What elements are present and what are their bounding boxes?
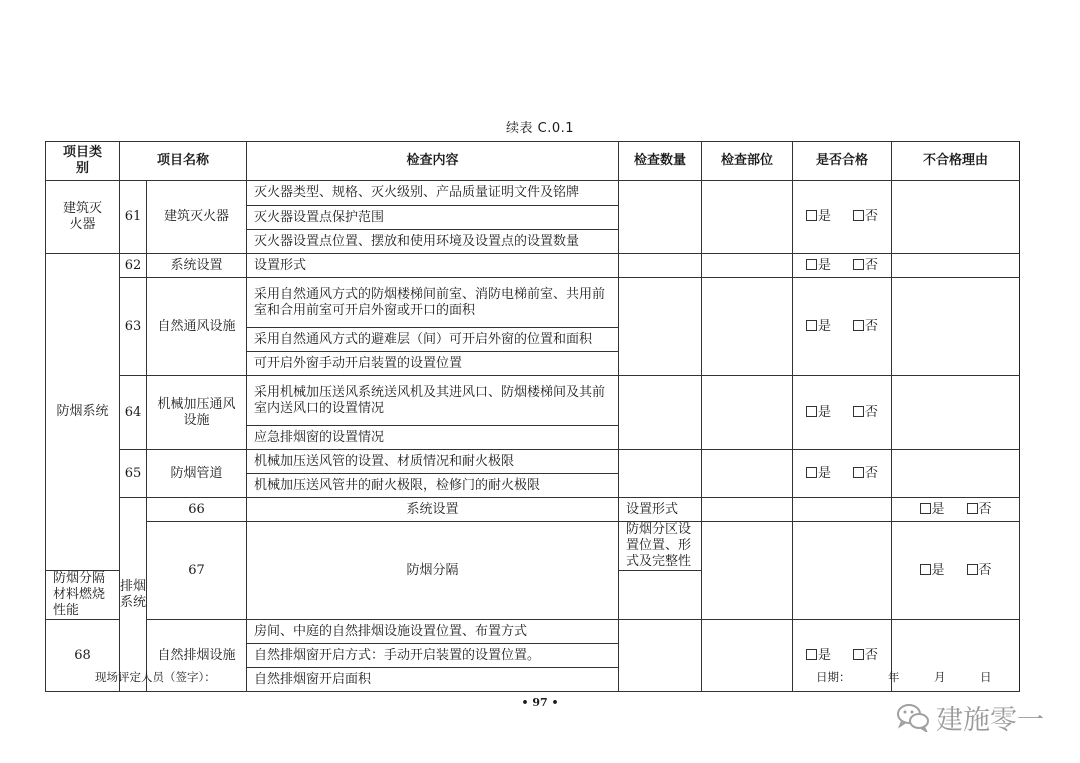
yes-checkbox[interactable] bbox=[806, 467, 817, 478]
header-category: 项目类别 bbox=[46, 142, 120, 181]
quantity-cell[interactable] bbox=[619, 278, 702, 376]
header-quantity: 检查数量 bbox=[619, 142, 702, 181]
yes-label: 是 bbox=[818, 465, 832, 481]
yes-label: 是 bbox=[818, 404, 832, 420]
item-name: 防烟管道 bbox=[147, 450, 247, 498]
check-content: 设置形式 bbox=[247, 254, 619, 278]
item-name: 自然通风设施 bbox=[147, 278, 247, 376]
check-content: 灭火器设置点保护范围 bbox=[247, 206, 619, 230]
check-content: 房间、中庭的自然排烟设施设置位置、布置方式 bbox=[247, 620, 619, 644]
no-label: 否 bbox=[865, 209, 879, 224]
quantity-cell[interactable] bbox=[619, 376, 702, 450]
no-label: 否 bbox=[865, 257, 879, 273]
reason-cell[interactable] bbox=[892, 278, 1020, 376]
header-content: 检查内容 bbox=[247, 142, 619, 181]
location-cell[interactable] bbox=[702, 620, 793, 692]
date-label: 日期： bbox=[816, 670, 851, 684]
category-cell: 建筑灭火器 bbox=[46, 181, 120, 254]
watermark-text: 建施零一 bbox=[936, 704, 1044, 736]
header-reason: 不合格理由 bbox=[892, 142, 1020, 181]
table-row bbox=[46, 620, 1020, 644]
item-number: 65 bbox=[120, 450, 147, 498]
watermark bbox=[896, 697, 1044, 737]
check-content: 自然排烟窗开启方式：手动开启装置的设置位置。 bbox=[247, 644, 619, 668]
header-item-name: 项目名称 bbox=[120, 142, 247, 181]
yes-checkbox[interactable] bbox=[806, 649, 817, 660]
quantity-cell[interactable] bbox=[702, 522, 793, 620]
location-cell[interactable] bbox=[702, 254, 793, 278]
table-row bbox=[46, 254, 1020, 278]
location-cell[interactable] bbox=[702, 181, 793, 254]
no-checkbox[interactable] bbox=[853, 406, 864, 417]
table-row bbox=[46, 522, 1020, 571]
item-name: 建筑灭火器 bbox=[147, 181, 247, 254]
yes-checkbox[interactable] bbox=[920, 503, 931, 514]
reason-cell[interactable] bbox=[892, 450, 1020, 498]
table-row bbox=[46, 376, 1020, 426]
no-label: 否 bbox=[978, 501, 992, 517]
qualified-options bbox=[892, 498, 1020, 522]
location-cell[interactable] bbox=[702, 450, 793, 498]
quantity-cell[interactable] bbox=[702, 498, 793, 522]
no-checkbox[interactable] bbox=[853, 320, 864, 331]
qualified-options bbox=[793, 278, 892, 376]
table-row bbox=[46, 181, 1020, 206]
date-line bbox=[816, 669, 992, 685]
no-label: 否 bbox=[865, 647, 879, 663]
qualified-options bbox=[793, 181, 892, 254]
yes-label: 是 bbox=[931, 501, 945, 517]
check-content: 可开启外窗手动开启装置的设置位置 bbox=[247, 352, 619, 376]
no-label: 否 bbox=[978, 562, 992, 578]
item-name: 防烟分隔 bbox=[247, 522, 619, 620]
check-content: 灭火器设置点位置、摆放和使用环境及设置点的设置数量 bbox=[247, 230, 619, 254]
location-cell[interactable] bbox=[702, 376, 793, 450]
check-content: 设置形式 bbox=[619, 498, 702, 522]
category-cell: 防烟系统 bbox=[46, 254, 120, 571]
no-checkbox[interactable] bbox=[853, 259, 864, 270]
no-checkbox[interactable] bbox=[853, 649, 864, 660]
check-content: 机械加压送风管井的耐火极限，检修门的耐火极限 bbox=[247, 474, 619, 498]
no-checkbox[interactable] bbox=[853, 467, 864, 478]
inspection-table bbox=[45, 141, 1020, 692]
yes-label: 是 bbox=[818, 209, 832, 224]
qualified-options bbox=[892, 522, 1020, 620]
qualified-options bbox=[793, 450, 892, 498]
item-name: 系统设置 bbox=[147, 254, 247, 278]
item-name: 机械加压通风设施 bbox=[147, 376, 247, 450]
check-content: 机械加压送风管的设置、材质情况和耐火极限 bbox=[247, 450, 619, 474]
no-checkbox[interactable] bbox=[853, 210, 864, 221]
qualified-options bbox=[793, 254, 892, 278]
category-cell: 排烟系统 bbox=[120, 498, 147, 692]
check-content: 防烟分隔材料燃烧性能 bbox=[46, 571, 120, 620]
yes-label: 是 bbox=[931, 562, 945, 578]
item-name: 系统设置 bbox=[247, 498, 619, 522]
check-content: 采用自然通风方式的避难层（间）可开启外窗的位置和面积 bbox=[247, 328, 619, 352]
yes-label: 是 bbox=[818, 257, 832, 273]
table-row bbox=[46, 450, 1020, 474]
day-label: 日 bbox=[980, 670, 992, 684]
location-cell[interactable] bbox=[793, 522, 892, 620]
table-row bbox=[46, 278, 1020, 328]
yes-checkbox[interactable] bbox=[806, 320, 817, 331]
page-number: • 97 • bbox=[521, 696, 559, 709]
no-label: 否 bbox=[865, 465, 879, 481]
quantity-cell[interactable] bbox=[619, 450, 702, 498]
check-content: 灭火器类型、规格、灭火级别、产品质量证明文件及铭牌 bbox=[247, 181, 619, 206]
reason-cell[interactable] bbox=[892, 181, 1020, 254]
quantity-cell[interactable] bbox=[619, 181, 702, 254]
reason-cell[interactable] bbox=[892, 376, 1020, 450]
yes-checkbox[interactable] bbox=[920, 564, 931, 575]
item-name: 自然排烟设施 bbox=[147, 620, 247, 692]
table-caption: 续表 C.0.1 bbox=[505, 121, 575, 136]
yes-label: 是 bbox=[818, 318, 832, 334]
no-checkbox[interactable] bbox=[967, 564, 978, 575]
check-content: 自然排烟窗开启面积 bbox=[247, 668, 619, 692]
location-cell[interactable] bbox=[702, 278, 793, 376]
no-label: 否 bbox=[865, 318, 879, 334]
item-number: 67 bbox=[147, 522, 247, 620]
item-number: 66 bbox=[147, 498, 247, 522]
table-row bbox=[46, 498, 1020, 522]
evaluator-signature-label: 现场评定人员（签字）： bbox=[95, 670, 216, 684]
check-content: 采用机械加压送风系统送风机及其进风口、防烟楼梯间及其前室内送风口的设置情况 bbox=[247, 376, 619, 426]
no-label: 否 bbox=[865, 404, 879, 420]
month-label: 月 bbox=[934, 670, 946, 684]
reason-cell[interactable] bbox=[892, 254, 1020, 278]
item-number: 63 bbox=[120, 278, 147, 376]
yes-checkbox[interactable] bbox=[806, 210, 817, 221]
yes-label: 是 bbox=[818, 647, 832, 663]
check-content: 防烟分区设置位置、形式及完整性 bbox=[619, 522, 702, 571]
quantity-cell[interactable] bbox=[619, 620, 702, 692]
item-number: 64 bbox=[120, 376, 147, 450]
quantity-cell[interactable] bbox=[619, 254, 702, 278]
yes-checkbox[interactable] bbox=[806, 406, 817, 417]
check-content: 应急排烟窗的设置情况 bbox=[247, 426, 619, 450]
item-number: 62 bbox=[120, 254, 147, 278]
year-label: 年 bbox=[888, 670, 900, 684]
header-qualified: 是否合格 bbox=[793, 142, 892, 181]
location-cell[interactable] bbox=[793, 498, 892, 522]
no-checkbox[interactable] bbox=[967, 503, 978, 514]
yes-checkbox[interactable] bbox=[806, 259, 817, 270]
item-number: 68 bbox=[46, 620, 120, 692]
qualified-options bbox=[793, 376, 892, 450]
wechat-icon bbox=[896, 702, 930, 732]
check-content: 采用自然通风方式的防烟楼梯间前室、消防电梯前室、共用前室和合用前室可开启外窗或开口的面积 bbox=[247, 278, 619, 328]
header-location: 检查部位 bbox=[702, 142, 793, 181]
table-header-row bbox=[46, 142, 1020, 181]
item-number: 61 bbox=[120, 181, 147, 254]
